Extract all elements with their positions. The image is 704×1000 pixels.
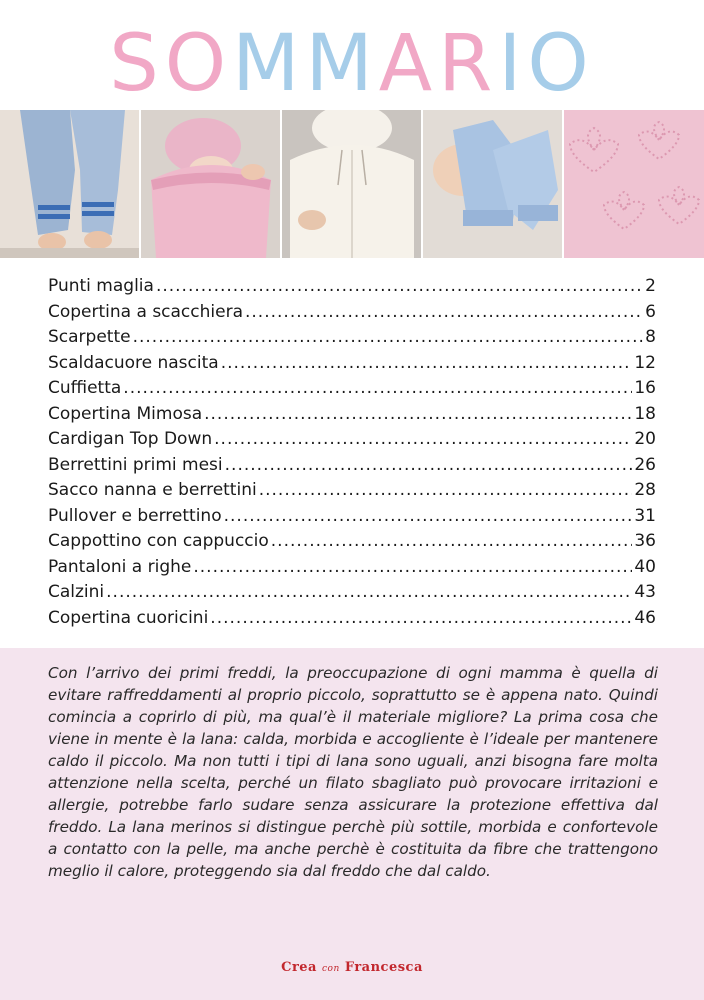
toc-entry-page: 16 xyxy=(634,378,656,398)
toc-entry-page: 36 xyxy=(634,531,656,551)
toc-entry[interactable] xyxy=(48,557,656,583)
toc-entry-page: 31 xyxy=(634,505,656,526)
toc-entry-page: 26 xyxy=(634,454,656,475)
toc-entry[interactable] xyxy=(48,276,656,302)
toc-entry-title: Calzini xyxy=(48,582,105,602)
page-title xyxy=(0,18,704,110)
toc-entry-title: Sacco nanna e berrettini xyxy=(48,480,257,500)
title-letter: M xyxy=(305,19,379,109)
photo-strip xyxy=(0,110,704,258)
striped-baby-trousers-photo xyxy=(0,110,139,258)
toc-entry-title: Scaldacuore nascita xyxy=(48,352,219,373)
toc-entry[interactable] xyxy=(48,404,656,430)
toc-leader-dots xyxy=(271,531,633,551)
toc-leader-dots xyxy=(224,506,633,526)
toc-entry-title: Copertina cuoricini xyxy=(48,607,209,628)
toc-leader-dots xyxy=(210,608,632,628)
toc-entry-title: Copertina Mimosa xyxy=(48,403,203,424)
pink-heart-blanket-photo xyxy=(564,110,704,258)
toc-leader-dots xyxy=(133,327,644,347)
toc-leader-dots xyxy=(214,429,632,449)
toc-entry-page: 12 xyxy=(634,352,656,373)
pink-sleeping-bag-and-hat-photo xyxy=(141,110,280,258)
toc-entry-page: 40 xyxy=(634,556,656,577)
toc-leader-dots xyxy=(123,378,632,398)
toc-leader-dots xyxy=(106,582,632,602)
toc-entry-title: Scarpette xyxy=(48,327,131,347)
title-letter: O xyxy=(527,19,595,109)
toc-entry-page: 20 xyxy=(634,429,656,449)
toc-entry-title: Cuffietta xyxy=(48,378,122,398)
intro-paragraph: Con l’arrivo dei primi freddi, la preoccupazione di ogni mamma è quella di evitare raffreddamenti al proprio piccolo, soprattutto se è appena nato. Quindi comincia a coprirlo di più, ma qual’è il materiale migliore? La prima cosa che viene in mente è la lana: calda, morbida e accogliente è l’ideale per mantenere caldo il piccolo. Ma non tutti i tipi di lana sono uguali, anzi bisogna fare molta attenzione nella scelta, perché un filato sbagliato può provocare irritazioni e allergie, potrebbe farlo sudare senza assicurare la protezione effettiva dal freddo. La lana merinos si distingue perchè più sottile, morbida e confortevole a contatto con la pelle, ma anche perchè è costituita da fibre che trattengono meglio il calore, proteggendo sia dal freddo che dal caldo. xyxy=(48,664,658,880)
toc-leader-dots xyxy=(225,455,633,475)
toc-leader-dots xyxy=(204,404,632,424)
toc-entry-page: 46 xyxy=(634,607,656,628)
intro-panel xyxy=(0,648,704,1000)
toc-entry[interactable] xyxy=(48,302,656,328)
toc-entry-title: Cappottino con cappuccio xyxy=(48,531,269,551)
toc-entry-title: Punti maglia xyxy=(48,276,154,296)
toc-entry-title: Berrettini primi mesi xyxy=(48,454,223,475)
toc-leader-dots xyxy=(259,480,633,500)
blue-baby-booties-photo xyxy=(423,110,562,258)
title-letter: R xyxy=(438,19,499,109)
toc-entry[interactable] xyxy=(48,327,656,353)
toc-entry[interactable] xyxy=(48,378,656,404)
title-letter: O xyxy=(164,19,233,109)
toc-entry-page: 6 xyxy=(645,301,656,322)
toc-entry-title: Cardigan Top Down xyxy=(48,429,213,449)
logo-con: con xyxy=(322,964,340,974)
logo-crea: Crea xyxy=(281,960,317,975)
toc-entry[interactable] xyxy=(48,429,656,455)
toc-entry-title: Copertina a scacchiera xyxy=(48,301,243,322)
toc-leader-dots xyxy=(245,302,643,322)
toc-entry[interactable] xyxy=(48,455,656,481)
crea-con-francesca-logo xyxy=(0,960,704,975)
title-letter: I xyxy=(498,19,528,109)
title-letter: S xyxy=(109,19,165,109)
title-letter: A xyxy=(378,19,439,109)
toc-entry[interactable] xyxy=(48,531,656,557)
toc-entry-page: 18 xyxy=(634,403,656,424)
toc-entry-title: Pantaloni a righe xyxy=(48,556,192,577)
white-hooded-cardigan-photo xyxy=(282,110,421,258)
table-of-contents xyxy=(48,276,656,633)
toc-entry-page: 28 xyxy=(634,480,656,500)
toc-leader-dots xyxy=(221,353,633,373)
toc-entry[interactable] xyxy=(48,480,656,506)
toc-entry-page: 8 xyxy=(645,327,656,347)
toc-entry[interactable] xyxy=(48,353,656,379)
toc-entry[interactable] xyxy=(48,506,656,532)
toc-leader-dots xyxy=(156,276,643,296)
toc-leader-dots xyxy=(193,557,632,577)
toc-entry[interactable] xyxy=(48,582,656,608)
toc-entry[interactable] xyxy=(48,608,656,634)
toc-entry-title: Pullover e berrettino xyxy=(48,505,222,526)
title-letter: M xyxy=(232,19,306,109)
toc-entry-page: 43 xyxy=(634,582,656,602)
toc-entry-page: 2 xyxy=(645,276,656,296)
logo-francesca: Francesca xyxy=(344,960,423,975)
